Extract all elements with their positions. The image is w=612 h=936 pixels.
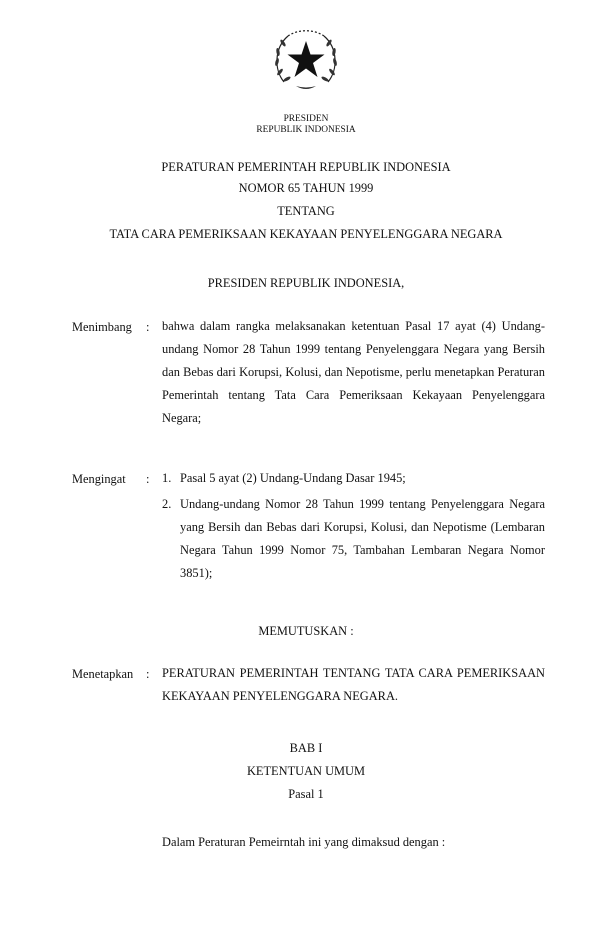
chapter-title: KETENTUAN UMUM (246, 764, 366, 778)
mengingat-colon: : (146, 472, 150, 486)
article-number: Pasal 1 (288, 787, 324, 801)
memutuskan-heading: MEMUTUSKAN : (258, 624, 354, 638)
chapter-number: BAB I (289, 741, 323, 755)
mengingat-item-1-text: Pasal 5 ayat (2) Undang-Undang Dasar 1945; (180, 471, 406, 485)
menetapkan-label: Menetapkan (72, 667, 134, 681)
mengingat-item-2-text: Undang-undang Nomor 28 Tahun 1999 tentang Penyelenggara Negara yang Bersih dan Bebas dari Korupsi, Kolusi, dan Nepotisme (Lembaran Negara Tahun 1999 Nomor 75, Tambahan Lembaran Negara Nomor 3851); (180, 497, 545, 580)
definitions-intro: Dalam Peraturan Pemeirntah ini yang dimaksud dengan : (162, 835, 446, 849)
menetapkan-text: PERATURAN PEMERINTAH TENTANG TATA CARA PEMERIKSAAN KEKAYAAN PENYELENGGARA NEGARA. (162, 666, 545, 703)
title-line-4: TATA CARA PEMERIKSAAN KEKAYAAN PENYELENGGARA NEGARA (109, 227, 503, 241)
menimbang-colon: : (146, 320, 150, 334)
title-line-3: TENTANG (277, 204, 335, 218)
menetapkan-colon: : (146, 667, 150, 681)
menimbang-label: Menimbang (72, 320, 132, 334)
letterhead-line-1: PRESIDEN (283, 114, 329, 124)
menimbang-text: bahwa dalam rangka melaksanakan ketentuan Pasal 17 ayat (4) Undang-undang Nomor 28 Tahun 1999 tentang Penyelenggara Negara yang Bersih dan Bebas dari Korupsi, Kolusi, dan Nepotisme, perlu menetapkan Peraturan Pemerintah tentang Tata Cara Pemeriksaan Kekayaan Penyelenggara Negara; (162, 319, 545, 425)
mengingat-item-1-number: 1. (162, 471, 172, 485)
mengingat-item-2-number: 2. (162, 497, 172, 511)
mengingat-label: Mengingat (72, 472, 126, 486)
presidential-seal-icon (270, 26, 342, 96)
title-line-2: NOMOR 65 TAHUN 1999 (238, 181, 374, 195)
title-line-1: PERATURAN PEMERINTAH REPUBLIK INDONESIA (161, 160, 451, 174)
issuer: PRESIDEN REPUBLIK INDONESIA, (207, 276, 405, 290)
letterhead-line-2: REPUBLIK INDONESIA (256, 125, 356, 135)
